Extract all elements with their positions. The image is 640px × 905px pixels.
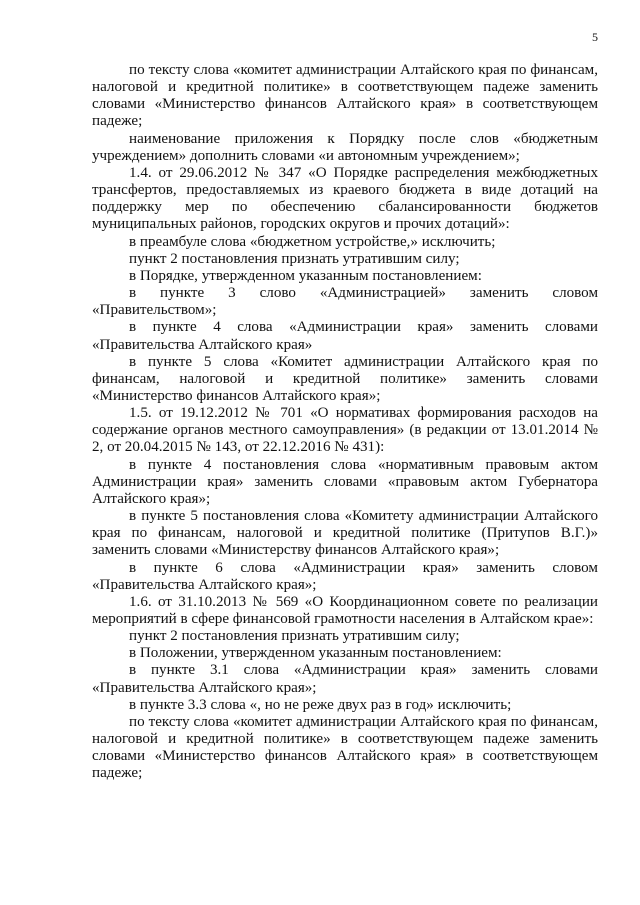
paragraph: в пункте 5 постановления слова «Комитету администрации Алтайского края по финансам, налоговой и кредитной политике (Притупов В.Г.)» заменить словами «Министерству финансов Алтайского края»;	[92, 508, 598, 559]
paragraph: в пункте 3 слово «Администрацией» заменить словом «Правительством»;	[92, 285, 598, 319]
paragraph: по тексту слова «комитет администрации Алтайского края по финансам, налоговой и кредитной политике» в соответствующем падеже заменить словами «Министерство финансов Алтайского края» в соответствующем падеже;	[92, 713, 598, 782]
page-number: 5	[592, 30, 598, 44]
paragraph: в Порядке, утвержденном указанным постановлением:	[129, 267, 482, 284]
paragraph: в пункте 5 слова «Комитет администрации Алтайского края по финансам, налоговой и кредитной политике» заменить словами «Министерство финансов Алтайского края»;	[92, 353, 598, 404]
paragraph: в пункте 4 постановления слова «нормативным правовым актом Администрации края» заменить словами «правовым актом Губернатора Алтайского края»;	[92, 456, 598, 507]
paragraph: в пункте 3.1 слова «Администрации края» заменить словами «Правительства Алтайского края»;	[92, 662, 598, 696]
paragraph: пункт 2 постановления признать утратившим силу;	[129, 250, 460, 267]
paragraph: 1.4. от 29.06.2012 № 347 «О Порядке распределения межбюджетных трансфертов, предоставляемых из краевого бюджета в виде дотаций на поддержку мер по обеспечению сбалансированности бюджетов муниципальных районов, городских округов и прочих дотаций»:	[92, 164, 598, 233]
document-body	[92, 62, 598, 783]
paragraph: 1.5. от 19.12.2012 № 701 «О нормативах формирования расходов на содержание органов местного самоуправления» (в редакции от 13.01.2014 № 2, от 20.04.2015 № 143, от 22.12.2016 № 431):	[92, 405, 598, 456]
paragraph: 1.6. от 31.10.2013 № 569 «О Координационном совете по реализации мероприятий в сфере финансовой грамотности населения в Алтайском крае»:	[92, 593, 598, 627]
paragraph: в пункте 3.3 слова «, но не реже двух раз в год» исключить;	[129, 696, 512, 713]
paragraph: по тексту слова «комитет администрации Алтайского края по финансам, налоговой и кредитной политике» в соответствующем падеже заменить словами «Министерство финансов Алтайского края» в соответствующем падеже;	[92, 62, 598, 130]
paragraph: в пункте 6 слова «Администрации края» заменить словом «Правительства Алтайского края»;	[92, 559, 598, 593]
paragraph: пункт 2 постановления признать утратившим силу;	[129, 628, 460, 645]
paragraph: в пункте 4 слова «Администрации края» заменить словами «Правительства Алтайского края»	[92, 319, 598, 353]
paragraph: в Положении, утвержденном указанным постановлением:	[129, 645, 502, 662]
paragraph: наименование приложения к Порядку после слов «бюджетным учреждением» дополнить словами «и автономным учреждением»;	[92, 130, 598, 164]
paragraph: в преамбуле слова «бюджетном устройстве,» исключить;	[129, 233, 496, 250]
